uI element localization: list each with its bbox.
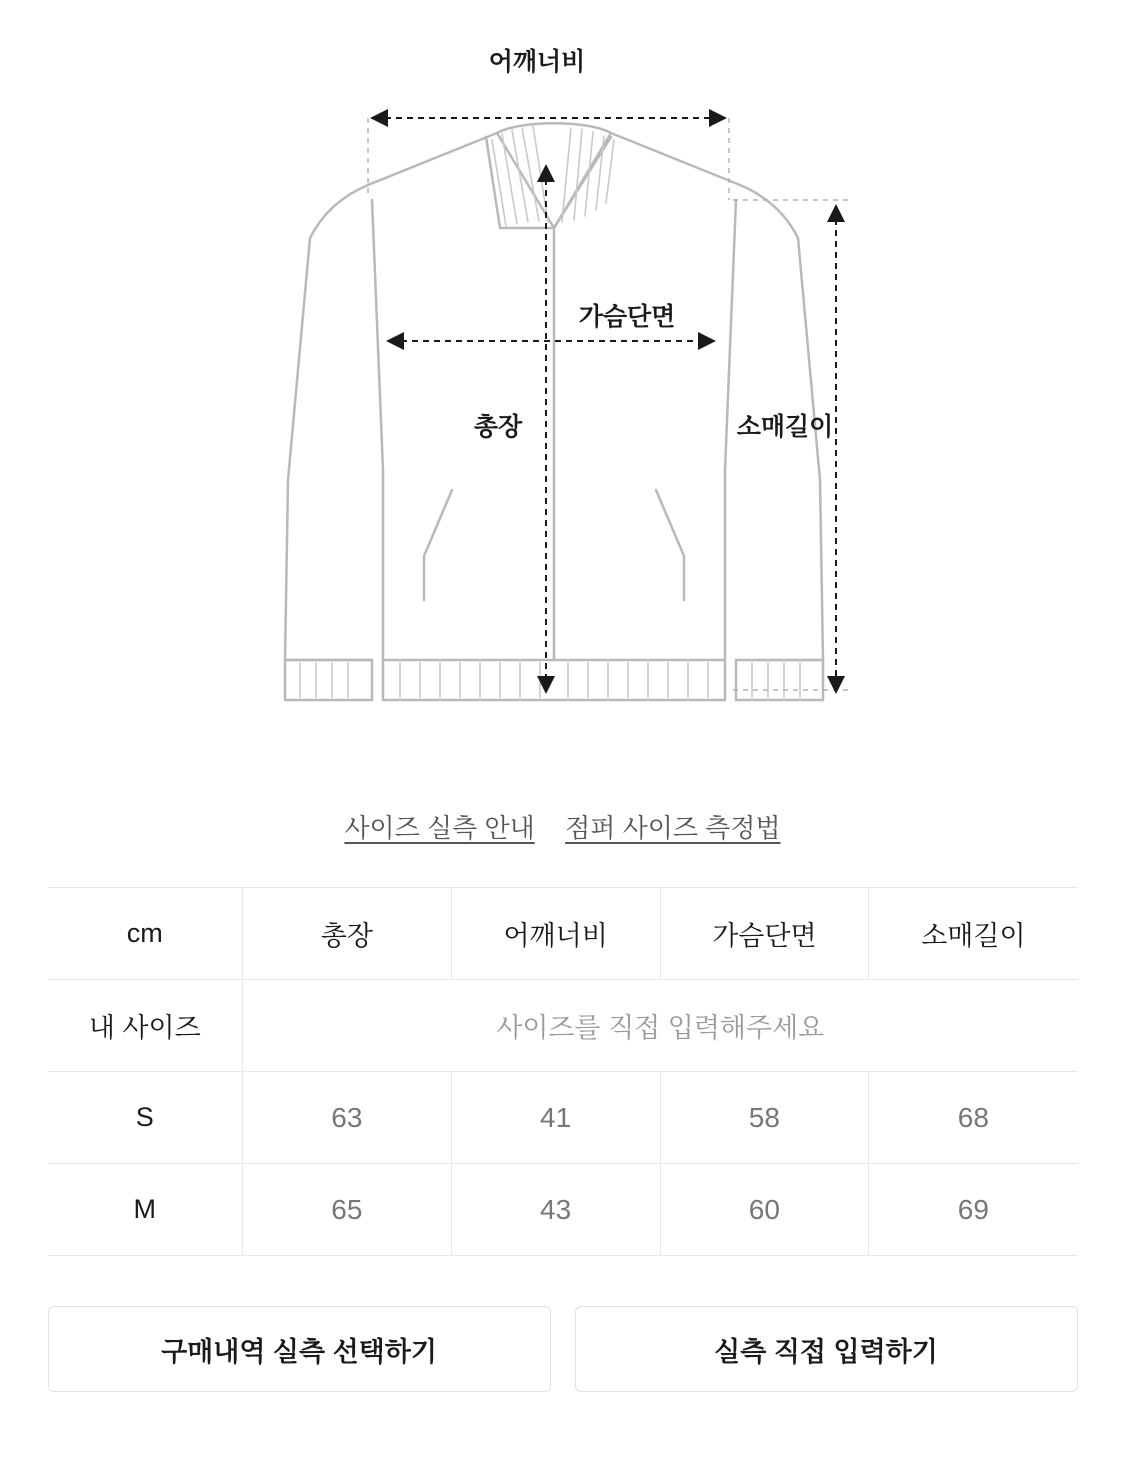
size-label-m: M: [48, 1164, 243, 1256]
select-from-history-button[interactable]: 구매내역 실측 선택하기: [48, 1306, 551, 1392]
cell-s-shoulder: 41: [451, 1072, 660, 1164]
size-guide-link[interactable]: 사이즈 실측 안내: [344, 813, 535, 843]
header-length: 총장: [243, 888, 452, 980]
guide-lines: [368, 118, 852, 690]
enter-manually-button[interactable]: 실측 직접 입력하기: [575, 1306, 1078, 1392]
cell-m-sleeve: 69: [869, 1164, 1078, 1256]
header-sleeve: 소매길이: [869, 888, 1078, 980]
header-chest: 가슴단면: [660, 888, 869, 980]
my-size-input[interactable]: 사이즈를 직접 입력해주세요: [243, 980, 1078, 1072]
my-size-label: 내 사이즈: [48, 980, 243, 1072]
action-buttons: [48, 1256, 1078, 1392]
table-row: [48, 1072, 1078, 1164]
header-unit: cm: [48, 888, 243, 980]
cell-m-chest: 60: [660, 1164, 869, 1256]
label-chest: 가슴단면: [578, 303, 676, 331]
label-sleeve: 소매길이: [736, 413, 834, 441]
label-length: 총장: [473, 413, 523, 441]
cell-s-length: 63: [243, 1072, 452, 1164]
cell-m-shoulder: 43: [451, 1164, 660, 1256]
table-row: [48, 1164, 1078, 1256]
header-shoulder: 어깨너비: [451, 888, 660, 980]
cell-s-chest: 58: [660, 1072, 869, 1164]
table-header-row: [48, 888, 1078, 980]
my-size-row: [48, 980, 1078, 1072]
size-table: [48, 887, 1078, 1256]
label-shoulder: 어깨너비: [488, 48, 586, 76]
cell-s-sleeve: 68: [869, 1072, 1078, 1164]
measure-method-link[interactable]: 점퍼 사이즈 측정법: [565, 813, 781, 843]
cell-m-length: 65: [243, 1164, 452, 1256]
guide-links: [0, 770, 1125, 887]
jacket-outline-icon: [285, 123, 823, 700]
size-label-s: S: [48, 1072, 243, 1164]
